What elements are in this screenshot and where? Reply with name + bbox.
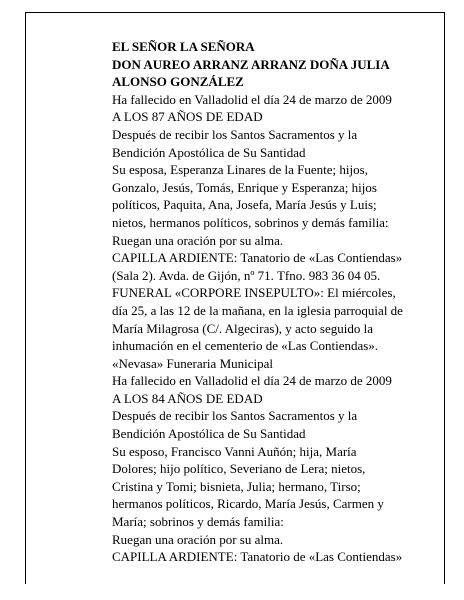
text-line: DON AUREO ARRANZ ARRANZ DOÑA JULIA bbox=[112, 56, 390, 72]
text-line: Ruegan una oración por su alma. bbox=[112, 232, 284, 248]
text-line: día 25, a las 12 de la mañana, en la iglesia parroquial de bbox=[112, 302, 403, 318]
text-line: Ruegan una oración por su alma. bbox=[112, 531, 284, 547]
text-line: hermanos políticos, Ricardo, María Jesús, Carmen y bbox=[112, 496, 384, 512]
text-line: Después de recibir los Santos Sacramentos y la bbox=[112, 408, 358, 424]
text-line: (Sala 2). Avda. de Gijón, nº 71. Tfno. 983 36 04 05. bbox=[112, 267, 381, 283]
text-line: EL SEÑOR LA SEÑORA bbox=[112, 39, 255, 54]
text-line: A LOS 87 AÑOS DE EDAD bbox=[112, 109, 263, 125]
text-line: políticos, Paquita, Ana, Josefa, María Jesús y Luis; bbox=[112, 197, 377, 213]
text-line: Dolores; hijo político, Severiano de Lera; nietos, bbox=[112, 461, 366, 477]
text-line: Su esposo, Francisco Vanni Auñón; hija, María bbox=[112, 443, 357, 459]
text-line: FUNERAL «CORPORE INSEPULTO»: El miércoles, bbox=[112, 285, 396, 301]
text-line: «Nevasa» Funeraria Municipal bbox=[112, 355, 274, 371]
text-line: Bendición Apostólica de Su Santidad bbox=[112, 144, 306, 160]
text-line: CAPILLA ARDIENTE: Tanatorio de «Las Contiendas» bbox=[112, 549, 403, 565]
text-line: ALONSO GONZÁLEZ bbox=[112, 74, 244, 90]
text-line: A LOS 84 AÑOS DE EDAD bbox=[112, 390, 263, 406]
text-line: inhumación en el cementerio de «Las Contiendas». bbox=[112, 338, 379, 354]
text-line: Bendición Apostólica de Su Santidad bbox=[112, 426, 306, 442]
text-line: Cristina y Tomi; bisnieta, Julia; hermano, Tirso; bbox=[112, 478, 361, 494]
text-line: nietos, hermanos políticos, sobrinos y demás familia: bbox=[112, 214, 389, 230]
text-line: María Milagrosa (C/. Algeciras), y acto seguido la bbox=[112, 320, 374, 336]
text-line: Su esposa, Esperanza Linares de la Fuente; hijos, bbox=[112, 162, 368, 178]
text-line: Ha fallecido en Valladolid el día 24 de marzo de 2009 bbox=[112, 91, 392, 107]
text-line: Después de recibir los Santos Sacramentos y la bbox=[112, 126, 358, 142]
text-line: CAPILLA ARDIENTE: Tanatorio de «Las Contiendas» bbox=[112, 250, 403, 266]
obituary-text bbox=[112, 38, 430, 566]
text-line: María; sobrinos y demás familia: bbox=[112, 514, 284, 530]
text-line: Ha fallecido en Valladolid el día 24 de marzo de 2009 bbox=[112, 373, 392, 389]
text-line: Gonzalo, Jesús, Tomás, Enrique y Esperanza; hijos bbox=[112, 179, 377, 195]
